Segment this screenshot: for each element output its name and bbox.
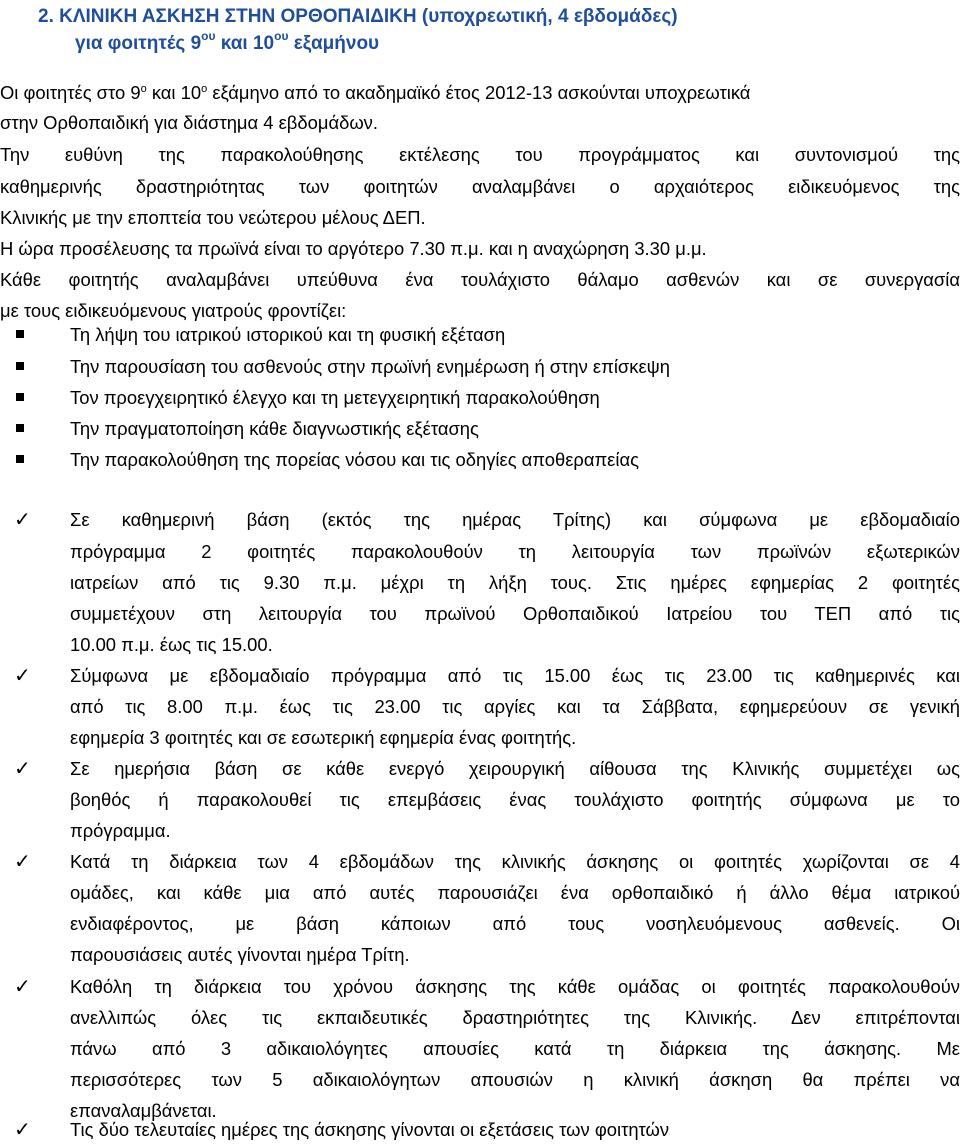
rule-line: Σε καθημερινή βάση (εκτός της ημέρας Τρίτης) και σύμφωνα με εβδομαδιαίο [70,509,960,530]
rule-line: Σύμφωνα με εβδομαδιαίο πρόγραμμα από τις 15.00 έως τις 23.00 τις καθημερινές και [70,665,960,686]
intro-text: Οι φοιτητές στο 9 [0,82,141,103]
subheading-superscript-2: ου [274,28,289,43]
rule-line: εφημερία 3 φοιτητές και σε εσωτερική εφημερία ένας φοιτητής. [70,727,577,748]
duty-item: Την παρουσίαση του ασθενούς στην πρωϊνή ενημέρωση ή στην επίσκεψη [70,356,670,377]
section-subheading [75,28,935,57]
rule-line: Καθόλη τη διάρκεια του χρόνου άσκησης της κάθε ομάδας οι φοιτητές παρακολουθούν [70,976,960,997]
rule-line: 10.00 π.μ. έως τις 15.00. [70,634,273,655]
intro-line: Η ώρα προσέλευσης τα πρωϊνά είναι το αργότερο 7.30 π.μ. και η αναχώρηση 3.30 μ.μ. [0,238,707,259]
square-bullet-icon [16,455,24,463]
intro-line [0,78,960,108]
rule-line: επαναλαμβάνεται. [70,1100,217,1121]
rule-line: ανελλιπώς όλες τις εκπαιδευτικές δραστηριότητες της Κλινικής. Δεν επιτρέπονται [70,1007,960,1028]
rule-line: συμμετέχουν στη λειτουργία του πρωϊνού Ορθοπαιδικού Ιατρείου του ΤΕΠ από τις [70,603,960,624]
rule-line: Κατά τη διάρκεια των 4 εβδομάδων της κλινικής άσκησης οι φοιτητές χωρίζονται σε 4 [70,851,960,872]
intro-superscript: ο [140,82,147,95]
duty-item: Τη λήψη του ιατρικού ιστορικού και τη φυσική εξέταση [70,324,506,345]
intro-line: με τους ειδικευόμενους γιατρούς φροντίζει: [0,300,347,321]
rule-line: περισσότερες των 5 αδικαιολόγητων απουσιών η κλινική άσκηση θα πρέπει να [70,1069,960,1090]
rule-line: βοηθός ή παρακολουθεί τις επεμβάσεις ένας τουλάχιστο φοιτητής σύμφωνα με το [70,789,960,810]
square-bullet-icon [16,424,24,432]
intro-line: Την ευθύνη της παρακολούθησης εκτέλεσης του προγράμματος και συντονισμού της [0,144,960,165]
checkmark-icon: ✓ [14,976,31,998]
intro-superscript: ο [201,82,208,95]
intro-text: εξάμηνο από το ακαδημαϊκό έτος 2012-13 ασκούνται υποχρεωτικά [207,82,751,103]
duty-item: Την πραγματοποίηση κάθε διαγνωστικής εξέτασης [70,418,479,439]
intro-text: και 10 [146,82,202,103]
checkmark-icon: ✓ [14,509,31,531]
rule-line: από τις 8.00 π.μ. έως τις 23.00 τις αργίες και τα Σάββατα, εφημερεύουν σε γενική [70,696,960,717]
rule-line: ενδιαφέροντος, με βάση κάποιων από τους νοσηλευόμενους ασθενείς. Οι [70,913,960,934]
rule-line: ιατρείων από τις 9.30 π.μ. μέχρι τη λήξη τους. Στις ημέρες εφημερίας 2 φοιτητές [70,572,960,593]
subheading-text-c: εξαμήνου [288,33,380,54]
rule-line: παρουσιάσεις αυτές γίνονται ημέρα Τρίτη. [70,944,410,965]
intro-line: στην Ορθοπαιδική για διάστημα 4 εβδομάδων. [0,112,378,133]
duty-item: Τον προεγχειρητικό έλεγχο και τη μετεγχειρητική παρακολούθηση [70,387,600,408]
intro-line: καθημερινής δραστηριότητας των φοιτητών αναλαμβάνει ο αρχαιότερος ειδικευόμενος της [0,176,960,197]
rule-line: ομάδες, και κάθε μια από αυτές παρουσιάζει ένα ορθοπαιδικό ή άλλο θέμα ιατρικού [70,882,960,903]
intro-line: Κάθε φοιτητής αναλαμβάνει υπεύθυνα ένα τουλάχιστο θάλαμο ασθενών και σε συνεργασία [0,269,960,290]
heading-line-1: 2. ΚΛΙΝΙΚΗ ΑΣΚΗΣΗ ΣΤΗΝ ΟΡΘΟΠΑΙΔΙΚΗ (υποχρεωτική, 4 εβδομάδες) [38,6,678,27]
rule-line: Σε ημερήσια βάση σε κάθε ενεργό χειρουργική αίθουσα της Κλινικής συμμετέχει ως [70,758,960,779]
subheading-text-a: για φοιτητές 9 [75,33,202,54]
checkmark-icon: ✓ [14,1119,31,1141]
rule-line: πρόγραμμα 2 φοιτητές παρακολουθούν τη λειτουργία των πρωϊνών εξωτερικών [70,541,960,562]
duty-item: Την παρακολούθηση της πορείας νόσου και τις οδηγίες αποθεραπείας [70,449,639,470]
square-bullet-icon [16,330,24,338]
subheading-superscript-1: ου [201,28,216,43]
rule-line: πρόγραμμα. [70,820,171,841]
checkmark-icon: ✓ [14,758,31,780]
rule-line: πάνω από 3 αδικαιολόγητες απουσίες κατά τη διάρκεια της άσκησης. Με [70,1038,960,1059]
subheading-text-b: και 10 [215,33,275,54]
checkmark-icon: ✓ [14,851,31,873]
square-bullet-icon [16,362,24,370]
checkmark-icon: ✓ [14,665,31,687]
rule-line: Τις δύο τελευταίες ημέρες της άσκησης γίνονται οι εξετάσεις των φοιτητών [70,1119,670,1140]
intro-line: Κλινικής με την εποπτεία του νεώτερου μέλους ΔΕΠ. [0,207,426,228]
section-heading [38,4,938,30]
square-bullet-icon [16,393,24,401]
